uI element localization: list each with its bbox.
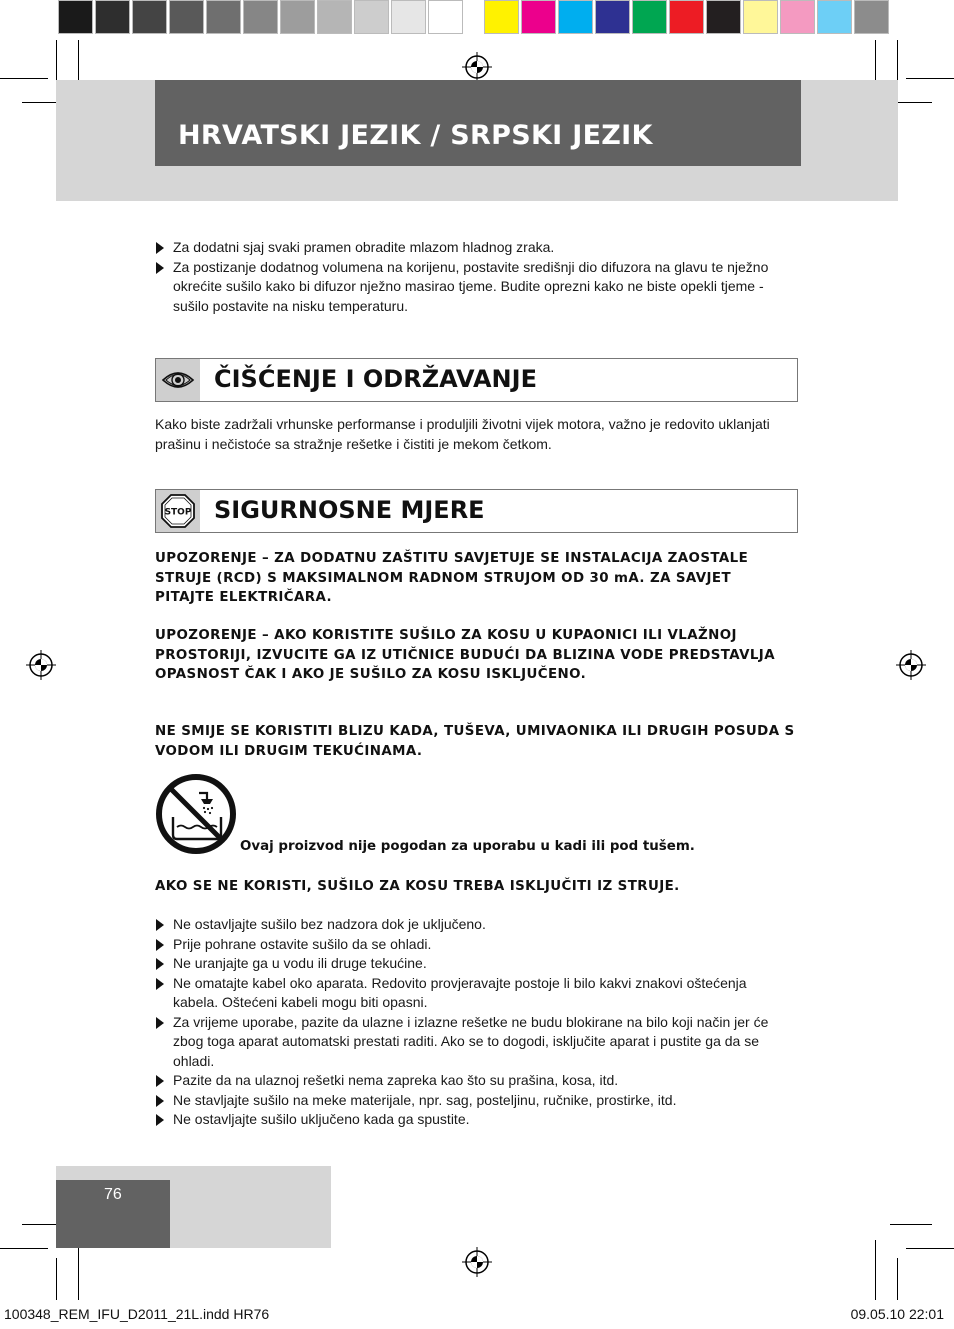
crop-mark — [78, 1240, 79, 1300]
color-swatch — [706, 0, 741, 34]
crop-mark — [906, 1248, 954, 1249]
bullet-arrow-icon — [156, 919, 164, 931]
registration-mark-icon — [462, 1247, 492, 1277]
bullet-arrow-icon — [156, 939, 164, 951]
color-swatch — [595, 0, 630, 34]
list-item: Ne ostavljajte sušilo bez nadzora dok je uključeno. — [155, 915, 795, 935]
color-swatch — [58, 0, 93, 34]
cleaning-section-heading — [155, 358, 798, 402]
intro-bullet-list — [155, 238, 795, 316]
color-swatch — [780, 0, 815, 34]
color-swatch — [854, 0, 889, 34]
registration-mark-icon — [896, 650, 926, 680]
cleaning-text: Kako biste zadržali vrhunske performanse i produljili životni vijek motora, važno je redovito uklanjati prašinu i nečistoće sa stražnje rešetke i čistiti je mekom četkom. — [155, 416, 770, 452]
bullet-arrow-icon — [156, 262, 164, 274]
list-item: Za vrijeme uporabe, pazite da ulazne i izlazne rešetke ne budu blokirane na bilo koji način jer će zbog toga aparat automatski prestati raditi. Ako se to dogodi, isključite aparat i pustite ga da se ohladi. — [155, 1013, 795, 1072]
crop-mark — [56, 1258, 57, 1300]
list-item: Ne omatajte kabel oko aparata. Redovito provjeravajte postoje li bilo kakvi znakovi oštećenja kabela. Oštećeni kabeli mogu biti opasni. — [155, 974, 795, 1013]
no-bath-shower-icon — [155, 773, 237, 855]
bullet-arrow-icon — [156, 1114, 164, 1126]
warning-unplug: AKO SE NE KORISTI, SUŠILO ZA KOSU TREBA ISKLJUČITI IZ STRUJE. — [155, 879, 680, 894]
crop-mark — [0, 78, 48, 79]
color-swatch — [669, 0, 704, 34]
bullet-arrow-icon — [156, 1075, 164, 1087]
color-swatch — [391, 0, 426, 34]
bath-caption: Ovaj proizvod nije pogodan za uporabu u kadi ili pod tušem. — [240, 839, 695, 854]
gray-swatch-bar — [58, 0, 465, 38]
page-title: HRVATSKI JEZIK / SRPSKI JEZIK — [178, 120, 653, 151]
color-swatch — [558, 0, 593, 34]
list-item: Ne uranjajte ga u vodu ili druge tekućine. — [155, 954, 795, 974]
safety-section-heading — [155, 489, 798, 533]
eye-icon — [156, 359, 200, 401]
file-slug: 100348_REM_IFU_D2011_21L.indd HR76 — [4, 1306, 270, 1322]
bullet-arrow-icon — [156, 1017, 164, 1029]
color-swatch — [206, 0, 241, 34]
color-swatch — [243, 0, 278, 34]
crop-mark — [0, 1248, 48, 1249]
crop-mark — [890, 1224, 932, 1225]
color-swatch — [95, 0, 130, 34]
color-swatch — [169, 0, 204, 34]
warning-bathroom: UPOZORENJE – AKO KORISTITE SUŠILO ZA KOSU U KUPAONICI ILI VLAŽNOJ PROSTORIJI, IZVUCITE GA IZ UTIČNICE BUDUĆI DA BLIZINA VODE PREDSTAVLJA OPASNOST ČAK I AKO JE SUŠILO ZA KOSU ISKLJUČENO. — [155, 628, 775, 682]
color-swatch-bar — [484, 0, 891, 38]
list-item: Ne stavljajte sušilo na meke materijale, npr. sag, posteljinu, ručnike, prostirke, itd. — [155, 1091, 795, 1111]
bullet-arrow-icon — [156, 1095, 164, 1107]
registration-mark-icon — [462, 52, 492, 82]
crop-mark — [906, 78, 954, 79]
list-item: Za postizanje dodatnog volumena na korijenu, postavite središnji dio difuzora na glavu te nježno okrećite sušilo kako bi difuzor nježno masirao tjeme. Budite oprezni kako ne biste opekli tjeme - sušilo postavite na nisku temperaturu. — [155, 258, 795, 317]
list-item: Ne ostavljajte sušilo uključeno kada ga spustite. — [155, 1110, 795, 1130]
warning-rcd: UPOZORENJE – ZA DODATNU ZAŠTITU SAVJETUJE SE INSTALACIJA ZAOSTALE STRUJE (RCD) S MAKSIMALNOM RADNOM STRUJOM OD 30 mA. ZA SAVJET PITAJTE ELEKTRIČARA. — [155, 551, 749, 605]
crop-mark — [875, 1240, 876, 1300]
stop-sign-icon — [156, 490, 200, 532]
stop-label: STOP — [164, 507, 192, 518]
bullet-arrow-icon — [156, 958, 164, 970]
list-item: Pazite da na ulaznoj rešetki nema zapreka kao što su prašina, kosa, itd. — [155, 1071, 795, 1091]
color-swatch — [354, 0, 389, 34]
color-swatch — [743, 0, 778, 34]
bullet-arrow-icon — [156, 978, 164, 990]
bullet-arrow-icon — [156, 242, 164, 254]
color-swatch — [317, 0, 352, 34]
warning-water: NE SMIJE SE KORISTITI BLIZU KADA, TUŠEVA, UMIVAONIKA ILI DRUGIH POSUDA S VODOM ILI DRUGIM TEKUĆINAMA. — [155, 724, 795, 759]
color-swatch — [280, 0, 315, 34]
page-number: 76 — [104, 1186, 122, 1203]
registration-mark-icon — [26, 650, 56, 680]
color-swatch — [632, 0, 667, 34]
color-swatch — [428, 0, 463, 34]
color-swatch — [484, 0, 519, 34]
safety-bullet-list — [155, 915, 795, 1130]
color-swatch — [817, 0, 852, 34]
crop-mark — [897, 1258, 898, 1300]
list-item: Prije pohrane ostavite sušilo da se ohladi. — [155, 935, 795, 955]
section-title: SIGURNOSNE MJERE — [214, 496, 485, 524]
color-swatch — [521, 0, 556, 34]
section-title: ČIŠĆENJE I ODRŽAVANJE — [214, 365, 537, 393]
color-swatch — [132, 0, 167, 34]
date-slug: 09.05.10 22:01 — [850, 1306, 944, 1322]
list-item: Za dodatni sjaj svaki pramen obradite mlazom hladnog zraka. — [155, 238, 795, 258]
